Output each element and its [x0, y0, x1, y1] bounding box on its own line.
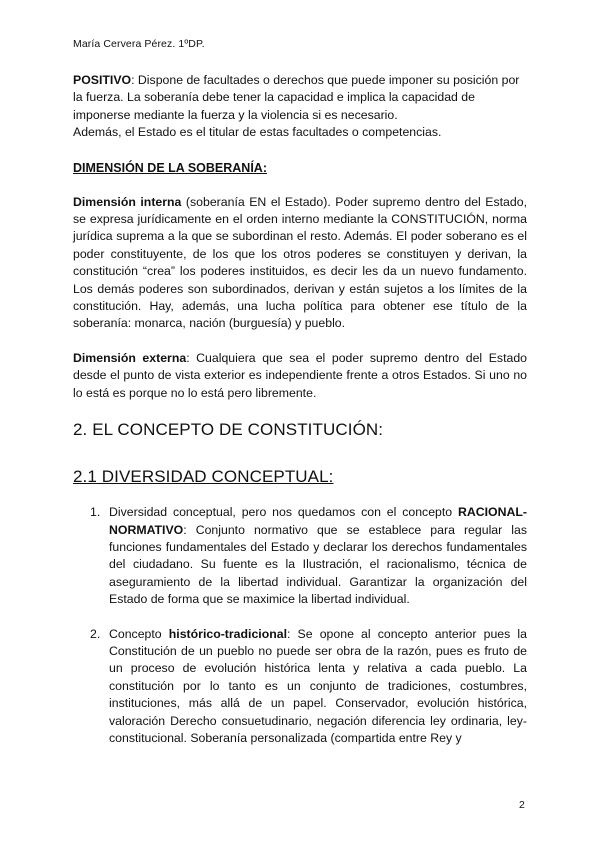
interna-term: Dimensión interna — [73, 194, 182, 209]
positivo-text: : Dispone de facultades o derechos que puede imponer su posición por la fuerza. La soberanía debe tener la capacidad e implica la capacidad de imponerse mediante la fuerza y la violencia si es necesario. — [73, 73, 520, 122]
list-item-term: RACIONAL-NORMATIVO — [109, 505, 527, 537]
list-item-text: : Conjunto normativo que se establece para regular las funciones fundamentales del Estado y declarar los derechos fundamentales del ciudadano. Su fuente es la Ilustración, el racionalismo, técnica de aseguramiento de la libertad individual. Garantizar la organización del Estado de forma que se maximice la libertad individual. — [109, 522, 527, 607]
list-item-term: histórico-tradicional — [168, 626, 287, 641]
interna-text: (soberanía EN el Estado). Poder supremo dentro del Estado, se expresa jurídicamente en el orden interno mediante la CONSTITUCIÓN, norma jurídica suprema a la que se subordinan el resto. Además. El poder soberano es el poder constituyente, de los que los otros poderes se constituyen y derivan, la constitución “crea” los poderes instituidos, es decir les da un nuevo fundamento. Los demás poderes son subordinados, derivan y están sujetos a los límites de la constitución. Hay, además, una lucha política para obtener ese título de la soberanía: monarca, nación (burguesía) y pueblo. — [73, 194, 527, 331]
dimension-heading: DIMENSIÓN DE LA SOBERANÍA: — [73, 160, 267, 175]
list-item-number: 2. — [90, 626, 101, 641]
externa-text: : Cualquiera que sea el poder supremo dentro del Estado desde el punto de vista exterior es independiente frente a otros Estados. Si uno no lo está es porque no lo está pero libremente. — [73, 350, 527, 400]
positivo-extra: Además, el Estado es el titular de estas facultades o competencias. — [73, 125, 442, 140]
externa-term: Dimensión externa — [73, 350, 187, 365]
page-number: 2 — [519, 799, 525, 811]
section-2-heading: 2. EL CONCEPTO DE CONSTITUCIÓN: — [73, 420, 384, 440]
list-item-number: 1. — [90, 505, 101, 520]
positivo-term: POSITIVO — [73, 73, 132, 87]
page-header: María Cervera Pérez. 1ºDP. — [73, 38, 205, 50]
section-2-1-heading: 2.1 DIVERSIDAD CONCEPTUAL: — [73, 467, 334, 487]
interna-paragraph — [73, 194, 527, 333]
externa-paragraph — [73, 350, 527, 402]
list-item — [73, 504, 527, 608]
concept-list — [73, 504, 527, 747]
list-item-pre: Concepto — [109, 626, 169, 641]
positivo-paragraph — [73, 72, 527, 124]
list-item-pre: Diversidad conceptual, pero nos quedamos con el concepto — [109, 505, 458, 520]
page-content — [73, 72, 527, 747]
list-item-text: : Se opone al concepto anterior pues la Constitución de un pueblo no puede ser obra de la razón, pues es fruto de un proceso de evolución histórica lenta y relativa a cada pueblo. La constitución por lo tanto es un conjunto de tradiciones, costumbres, instituciones, más allá de un papel. Conservador, evolución histórica, valoración Derecho consuetudinario, negación diferencia ley ordinaria, ley-constitucional. Soberanía personalizada (compartida entre Rey y — [109, 626, 527, 745]
list-item — [73, 626, 527, 748]
